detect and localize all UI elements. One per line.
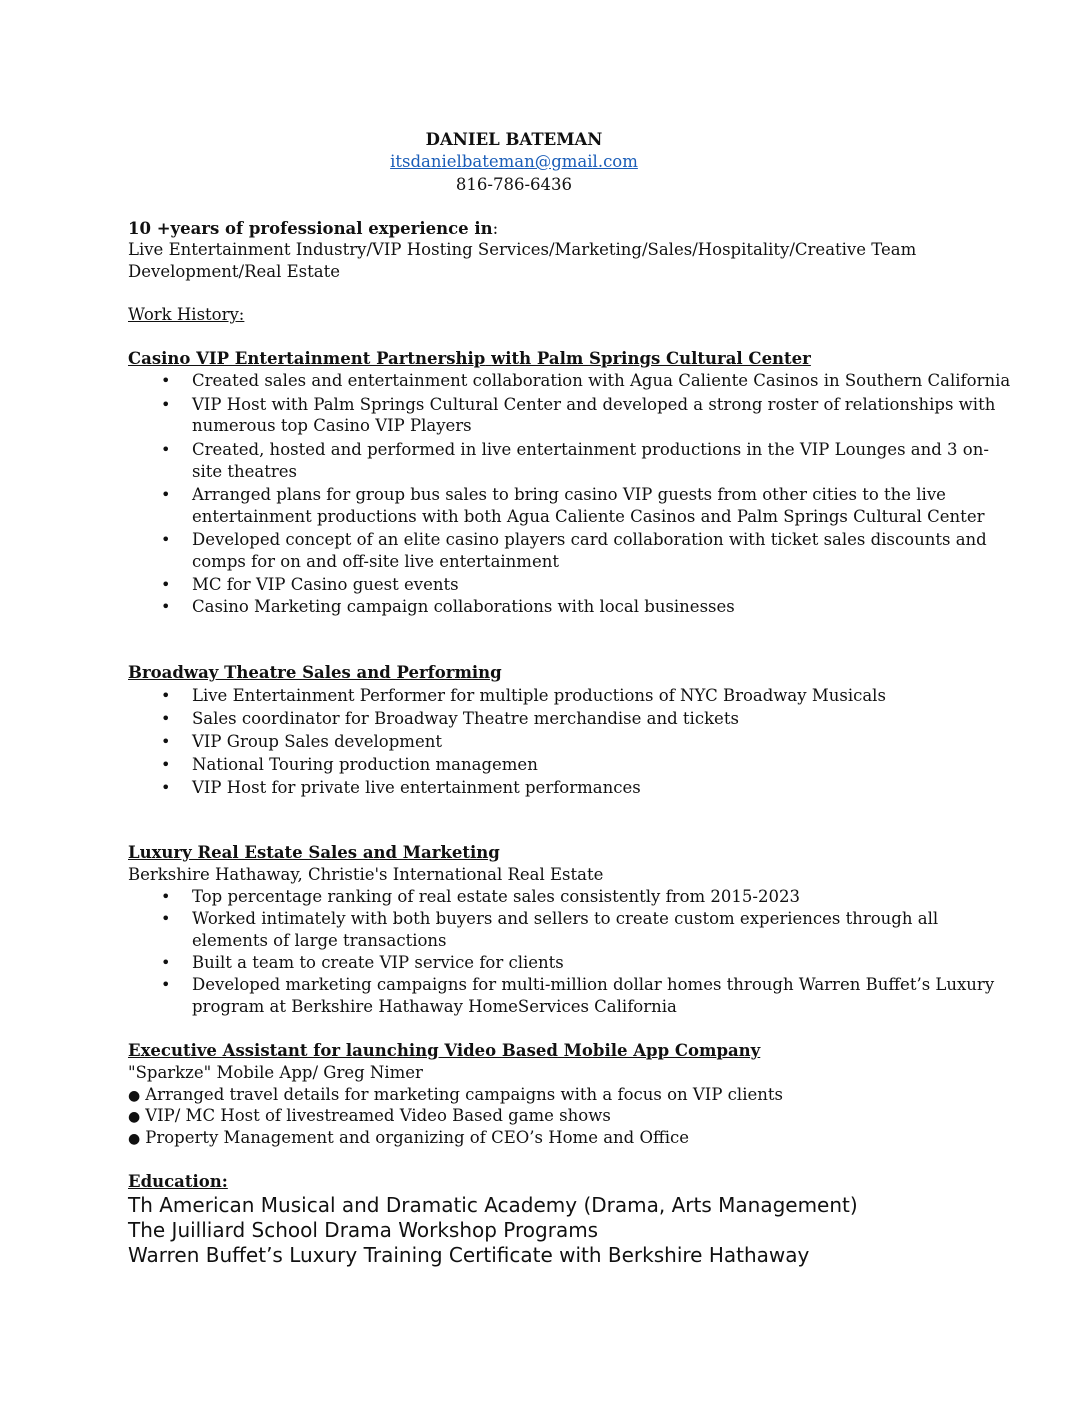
education-section-title: Education: [128, 1172, 228, 1191]
realestate-bullet-1: Top percentage ranking of real estate sales consistently from 2015-2023 [192, 887, 800, 906]
realestate-bullet-4: Developed marketing campaigns for multi-million dollar homes through Warren Buffet’s Luxury [192, 975, 995, 994]
bullet-icon: • [161, 440, 171, 459]
casino-bullet-5-cont: comps for on and off-site live entertainment [192, 552, 559, 571]
phone-number: 816-786-6436 [455, 175, 573, 194]
summary-line-1: Live Entertainment Industry/VIP Hosting Services/Marketing/Sales/Hospitality/Creative Team [128, 240, 917, 259]
summary-heading-colon: : [492, 219, 499, 238]
executive-bullet-2 [128, 1106, 611, 1125]
realestate-bullet-4-cont: program at Berkshire Hathaway HomeServices California [192, 997, 677, 1016]
bullet-icon: • [161, 887, 171, 906]
broadway-bullet-2: Sales coordinator for Broadway Theatre merchandise and tickets [192, 709, 739, 728]
bullet-icon: • [161, 530, 171, 549]
casino-bullet-1: Created sales and entertainment collaboration with Agua Caliente Casinos in Southern California [192, 371, 1011, 390]
casino-bullet-3: Created, hosted and performed in live entertainment productions in the VIP Lounges and 3 on- [192, 440, 989, 459]
education-item-3: Warren Buffet’s Luxury Training Certificate with Berkshire Hathaway [128, 1243, 810, 1267]
realestate-bullet-2: Worked intimately with both buyers and sellers to create custom experiences through all [192, 909, 939, 928]
broadway-bullet-1: Live Entertainment Performer for multiple productions of NYC Broadway Musicals [192, 686, 886, 705]
executive-bullet-3-text: Property Management and organizing of CEO’s Home and Office [145, 1128, 690, 1147]
education-item-1: Th American Musical and Dramatic Academy (Drama, Arts Management) [128, 1193, 858, 1217]
bullet-icon: • [161, 975, 171, 994]
bullet-icon: • [161, 755, 171, 774]
bullet-icon: • [161, 686, 171, 705]
casino-bullet-4: Arranged plans for group bus sales to bring casino VIP guests from other cities to the live [192, 485, 946, 504]
work-history-label: Work History: [128, 305, 245, 324]
casino-bullet-4-cont: entertainment productions with both Agua Caliente Casinos and Palm Springs Cultural Center [192, 507, 985, 526]
bullet-icon: ● [128, 1131, 141, 1147]
broadway-section-title: Broadway Theatre Sales and Performing [128, 663, 502, 682]
casino-bullet-2: VIP Host with Palm Springs Cultural Center and developed a strong roster of relationships with [192, 395, 996, 414]
executive-bullet-2-text: VIP/ MC Host of livestreamed Video Based game shows [145, 1106, 611, 1125]
casino-bullet-7: Casino Marketing campaign collaborations with local businesses [192, 597, 735, 616]
realestate-bullet-3: Built a team to create VIP service for clients [192, 953, 564, 972]
realestate-subtitle: Berkshire Hathaway, Christie's International Real Estate [128, 865, 604, 884]
bullet-icon: • [161, 485, 171, 504]
casino-title-part-2: with Palm Springs Cultural Center [491, 349, 811, 368]
bullet-icon: • [161, 732, 171, 751]
casino-section-title [128, 349, 811, 368]
bullet-icon: • [161, 371, 171, 390]
bullet-icon: • [161, 909, 171, 928]
education-item-2: The Juilliard School Drama Workshop Programs [128, 1218, 599, 1242]
bullet-icon: • [161, 709, 171, 728]
summary-heading [128, 219, 498, 238]
bullet-icon: ● [128, 1088, 141, 1104]
realestate-section-title: Luxury Real Estate Sales and Marketing [128, 843, 500, 862]
casino-bullet-6: MC for VIP Casino guest events [192, 575, 459, 594]
casino-title-part-1: Casino VIP Entertainment Partnership [128, 349, 486, 368]
bullet-icon: • [161, 778, 171, 797]
summary-line-2: Development/Real Estate [128, 262, 341, 281]
email-link[interactable]: itsdanielbateman@gmail.com [390, 152, 638, 171]
summary-heading-text: 10 +years of professional experience in [128, 219, 493, 238]
bullet-icon: • [161, 597, 171, 616]
executive-subtitle: "Sparkze" Mobile App/ Greg Nimer [128, 1063, 423, 1082]
realestate-bullet-2-cont: elements of large transactions [192, 931, 447, 950]
casino-bullet-3-cont: site theatres [192, 462, 297, 481]
bullet-icon: ● [128, 1109, 141, 1125]
casino-bullet-2-cont: numerous top Casino VIP Players [192, 416, 472, 435]
bullet-icon: • [161, 575, 171, 594]
broadway-bullet-5: VIP Host for private live entertainment performances [192, 778, 641, 797]
executive-bullet-3 [128, 1128, 689, 1147]
executive-bullet-1-text: Arranged travel details for marketing campaigns with a focus on VIP clients [145, 1085, 783, 1104]
executive-section-title: Executive Assistant for launching Video Based Mobile App Company [128, 1041, 761, 1060]
candidate-name: DANIEL BATEMAN [425, 130, 603, 149]
broadway-bullet-3: VIP Group Sales development [192, 732, 442, 751]
email-link-wrap [0, 152, 1028, 171]
bullet-icon: • [161, 395, 171, 414]
casino-bullet-5: Developed concept of an elite casino players card collaboration with ticket sales discounts and [192, 530, 987, 549]
bullet-icon: • [161, 953, 171, 972]
executive-bullet-1 [128, 1085, 783, 1104]
broadway-bullet-4: National Touring production managemen [192, 755, 538, 774]
